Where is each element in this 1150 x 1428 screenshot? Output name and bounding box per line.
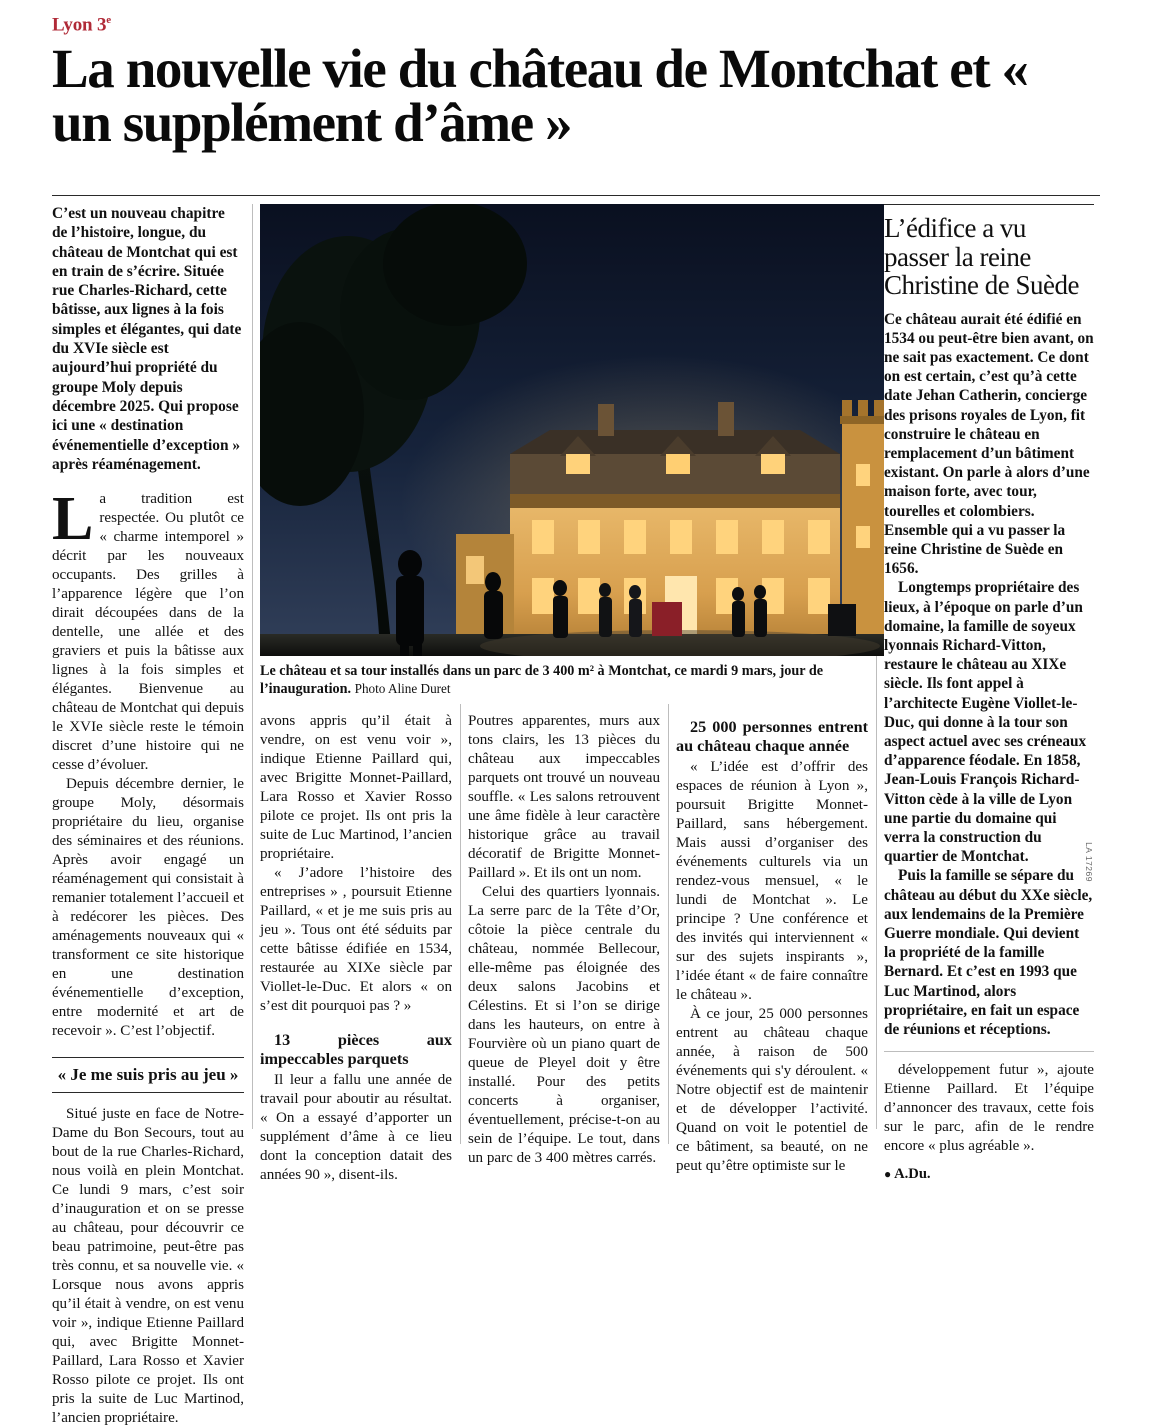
crosshead-1 — [52, 1057, 244, 1093]
column-divider-2 — [460, 704, 461, 1144]
photo-block — [260, 204, 884, 699]
kicker-superscript: e — [106, 14, 111, 26]
sidebar-top-rule — [884, 204, 1094, 205]
body-paragraph-5-cont: Poutres apparentes, murs aux tons clairs, les 13 pièces du château aux impeccables parquets ont trouvé un nouveau souffle. « Les salons retrouvent une âme fidèle à leur caractère historique grâce au travail décoratif de Brigitte Monnet-Paillard ». Et ils ont un nom. — [468, 713, 660, 881]
standfirst — [52, 204, 244, 474]
body-paragraph-1: La tradition est respectée. Ou plutôt ce « charme intemporel » décrit par les nouveaux occupants. Des grilles à l’apparence légère que l’on dirait découpées dans de la dentelle, une allée et des graviers et puis la bâtisse aux lignes à la fois simples et élégantes. Bienvenue au château de Montchat qui depuis le XVIe siècle reste le témoin discret d’une histoire qui ne cesse d’évoluer. — [52, 485, 244, 774]
standfirst-text: C’est un nouveau chapitre de l’histoire, longue, du château de Montchat qui est en train de s’écrire. Située rue Charles-Richard, cette bâtisse, aux lignes à la fois simples et élégantes, qui date du XVIe siècle est aujourd’hui propriété du groupe Moly depuis décembre 2025. Qui propose ici une « destination événementielle d’exception » après réaménagement. — [52, 205, 242, 473]
sidebar-headline: L’édifice a vu passer la reine Christine de Suède — [884, 213, 1079, 300]
body-paragraph-3-overflow: avons appris qu’il était à vendre, on est venu voir », indique Etienne Paillard qui, avec Brigitte Monnet-Paillard, Lara Rosso et Xavier Rosso pilote ce projet. Ils ont pris la suite de Luc Martinod, l’ancien propriétaire. — [260, 713, 452, 862]
photo-credit: Photo Aline Duret — [354, 681, 451, 697]
crosshead-1-rule-bottom — [52, 1092, 244, 1093]
body-paragraph-4: « J’adore l’histoire des entreprises » , poursuit Etienne Paillard, « et je me suis pris au jeu ». Tous ont été séduits par cette bâtisse édifiée en 1534, restaurée au XIXe siècle par Viollet-le-Duc. Et alors « on s’est dit pourquoi pas ? » — [260, 865, 452, 1014]
sidebar-paragraph-1: Ce château aurait été édifié en 1534 ou peut-être bien avant, on ne sait pas exactement. Ce dont on est certain, c’est qu’à cette date Jehan Catherin, concierge des prisons royales de Lyon, fit construire le château en remplacement d’un bâtiment existant. On parle à alors d’une maison forte, avec tour, tourelles et colombiers. Ensemble qui a vu passer la reine Christine de Suède en 1656. — [884, 310, 1094, 578]
byline-name: A.Du. — [894, 1166, 931, 1183]
article-byline — [884, 1165, 1094, 1184]
body-paragraph-3: Situé juste en face de Notre-Dame du Bon Secours, tout au bout de la rue Charles-Richard, nous voilà en plein Montchat. Ce lundi 9 mars, c’est soir d’inauguration et on se presse au château, pour découvrir ce beau patrimoine, peut-être pas très connu, et sa nouvelle vie. « Lorsque nous avons appris qu’il était à vendre, on est venu voir », indique Etienne Paillard qui, avec Brigitte Monnet-Paillard, Lara Rosso et Xavier Rosso pilote ce projet. Ils ont pris la suite de Luc Martinod, l’ancien propriétaire. — [52, 1106, 244, 1427]
section-kicker — [52, 14, 1100, 36]
crosshead-3: 25 000 personnes entrent au château chaque année — [676, 718, 868, 756]
photo-caption — [260, 663, 884, 699]
body-paragraph-6: Celui des quartiers lyonnais. La serre parc de la Tête d’Or, côtoie la pièce centrale du château, nommée Bellecour, elle-même pas éloignée des deux salons Jacobins et Célestins. Et si l’on se dirige dans les hauteurs, on entre à Fourvière où un piano quart de queue de Pleyel doit y être installé. Pour des petits concerts à organiser, éventuellement, précise-t-on au sein de l’équipe. Le tout, dans un parc de 3 400 mètres carrés. — [468, 884, 660, 1166]
chateau-photo — [260, 204, 884, 656]
sidebar-paragraph-2: Longtemps propriétaire des lieux, à l’époque on parle d’un domaine, la famille de soyeux lyonnais Richard-Vitton, restaure le château au XIXe siècle. Ils font appel à l’architecte Eugène Viollet-le-Duc, qui donne à la tour son aspect actuel avec ses créneaux d’apparence féodale. En 1858, Jean-Louis François Richard-Vitton cède à la ville de Lyon une partie du domaine qui verra la construction du quartier de Montchat. — [884, 579, 1087, 866]
article-headline: La nouvelle vie du château de Montchat et « un supplément d’âme » — [52, 38, 1028, 154]
column-divider-1 — [252, 204, 253, 1129]
body-paragraph-8-cont: développement futur », ajoute Etienne Paillard. Et l’équipe d’annoncer des travaux, cette fois sur le parc, afin de le rendre encore « plus agréable ». — [884, 1062, 1094, 1155]
crosshead-1-text: « Je me suis pris au jeu » — [57, 1065, 239, 1085]
photo-caption-text: Le château et sa tour installés dans un parc de 3 400 m² à Montchat, ce mardi 9 mars, jour de l’inauguration. — [260, 663, 824, 698]
kicker-text: Lyon 3 — [52, 14, 107, 36]
byline-bullet-icon: ● — [884, 1167, 892, 1182]
sidebar-column — [884, 204, 1094, 1184]
body-paragraph-2: Depuis décembre dernier, le groupe Moly, désormais propriétaire du lieu, organise des séminaires et des réunions. Après avoir engagé un réaménagement qui consistait à remanier totalement l’accueil et à redécorer les pièces. Des aménagements nouveaux qui « transforment ce site historique en une destination événementielle d’exception, entre modernité et art de recevoir ». C’est l’objectif. — [52, 776, 244, 1040]
text-column-4 — [676, 712, 868, 1176]
crosshead-1-rule-top — [52, 1057, 244, 1058]
body-paragraph-8: À ce jour, 25 000 personnes entrent au château chaque année, à raison de 500 événements qui s'y déroulent. « Notre objectif est de maintenir et de développer l’activité. Quand on voit le potentiel de ce bâtiment, sa beauté, on ne peut qu’être optimiste sur le — [676, 1005, 868, 1174]
edition-code: LA 17269 — [1084, 842, 1094, 882]
header-divider — [52, 195, 1100, 196]
newspaper-page — [52, 14, 1100, 1427]
text-column-1 — [52, 204, 244, 1428]
column-divider-3 — [668, 704, 669, 1144]
sidebar-bottom-rule — [884, 1051, 1094, 1052]
crosshead-2: 13 pièces aux impeccables parquets — [260, 1031, 452, 1069]
sidebar-paragraph-3: Puis la famille se sépare du château au début du XXe siècle, aux lendemains de la Première Guerre mondiale. Qui devient la propriété de la famille Bernard. Et c’est en 1993 que Luc Martinod, alors propriétaire, en fait un espace de réunions et réceptions. — [884, 867, 1093, 1039]
body-paragraph-7: « L’idée est d’offrir des espaces de réunion à Lyon », poursuit Brigitte Monnet-Paillard, sans hébergement. Mais aussi d’organiser des événements culturels via un rendez-vous mensuel, « le lundi de Montchat ». Le principe ? Une conférence et des invités qui interviennent « sur des sujets inspirants », l’idée étant « de faire connaître le château ». — [676, 758, 868, 1003]
text-column-3 — [468, 712, 660, 1168]
sidebar-body — [884, 310, 1094, 1040]
text-column-2 — [260, 712, 452, 1185]
body-paragraph-5: Il leur a fallu une année de travail pour aboutir au résultat. « On a essayé d’apporter un supplément d’âme à ce lieu dont la conception datait des années 90 », disent-ils. — [260, 1071, 452, 1183]
chateau-photo-image — [260, 204, 884, 656]
